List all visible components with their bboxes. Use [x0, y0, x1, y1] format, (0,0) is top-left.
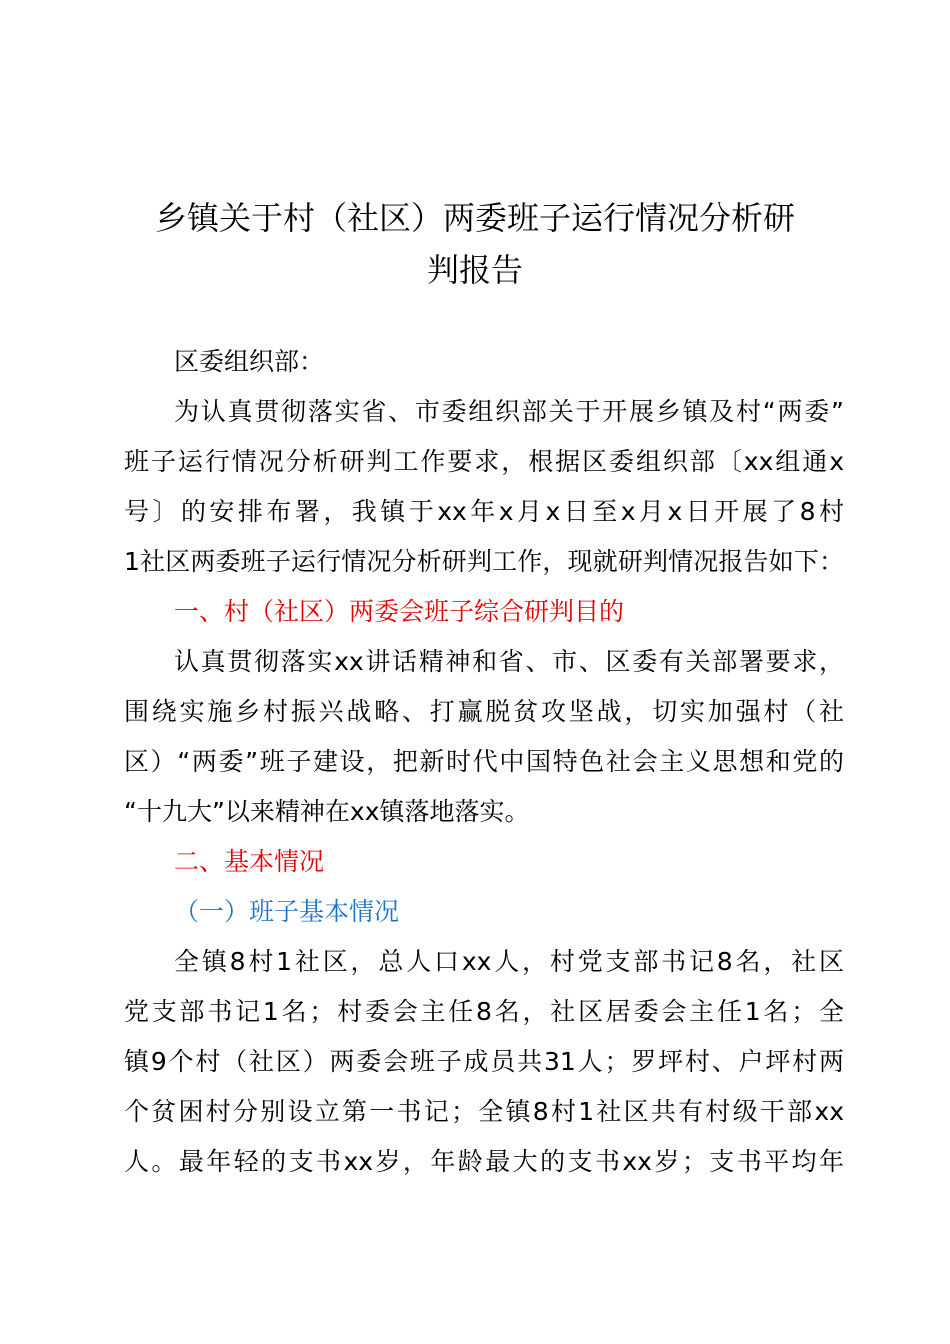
- intro-line-1: 为认真贯彻落实省、市委组织部关于开展乡镇及村“两委”: [174, 397, 844, 426]
- subsection-1-line-5: 人。最年轻的支书xx岁，年龄最大的支书xx岁；支书平均年: [124, 1147, 844, 1176]
- section-1-line-3: 区）“两委”班子建设，把新时代中国特色社会主义思想和党的: [124, 747, 844, 776]
- section-2-heading: 二、基本情况: [174, 847, 325, 876]
- section-1-line-4: “十九大”以来精神在xx镇落地落实。: [124, 797, 530, 826]
- section-1-line-2: 围绕实施乡村振兴战略、打赢脱贫攻坚战，切实加强村（社: [124, 697, 844, 726]
- title-line-2: 判报告: [426, 251, 523, 289]
- subsection-1-heading: （一）班子基本情况: [174, 897, 400, 926]
- intro-line-2: 班子运行情况分析研判工作要求，根据区委组织部〔xx组通x: [124, 447, 844, 476]
- intro-line-4: 1社区两委班子运行情况分析研判工作，现就研判情况报告如下：: [124, 547, 844, 576]
- intro-line-3: 号〕的安排布署，我镇于xx年x月x日至x月x日开展了8村: [124, 497, 844, 526]
- document-title: [100, 192, 850, 296]
- subsection-1-line-4: 个贫困村分别设立第一书记；全镇8村1社区共有村级干部xx: [124, 1097, 844, 1126]
- section-1-heading: 一、村（社区）两委会班子综合研判目的: [174, 597, 625, 626]
- subsection-1-line-3: 镇9个村（社区）两委会班子成员共31人；罗坪村、户坪村两: [124, 1047, 844, 1076]
- title-line-1: 乡镇关于村（社区）两委班子运行情况分析研: [154, 199, 795, 237]
- addressee: 区委组织部：: [174, 347, 325, 376]
- subsection-1-line-2: 党支部书记1名；村委会主任8名，社区居委会主任1名；全: [124, 997, 844, 1026]
- subsection-1-line-1: 全镇8村1社区，总人口xx人，村党支部书记8名，社区: [174, 947, 844, 976]
- section-1-line-1: 认真贯彻落实xx讲话精神和省、市、区委有关部署要求，: [174, 647, 844, 676]
